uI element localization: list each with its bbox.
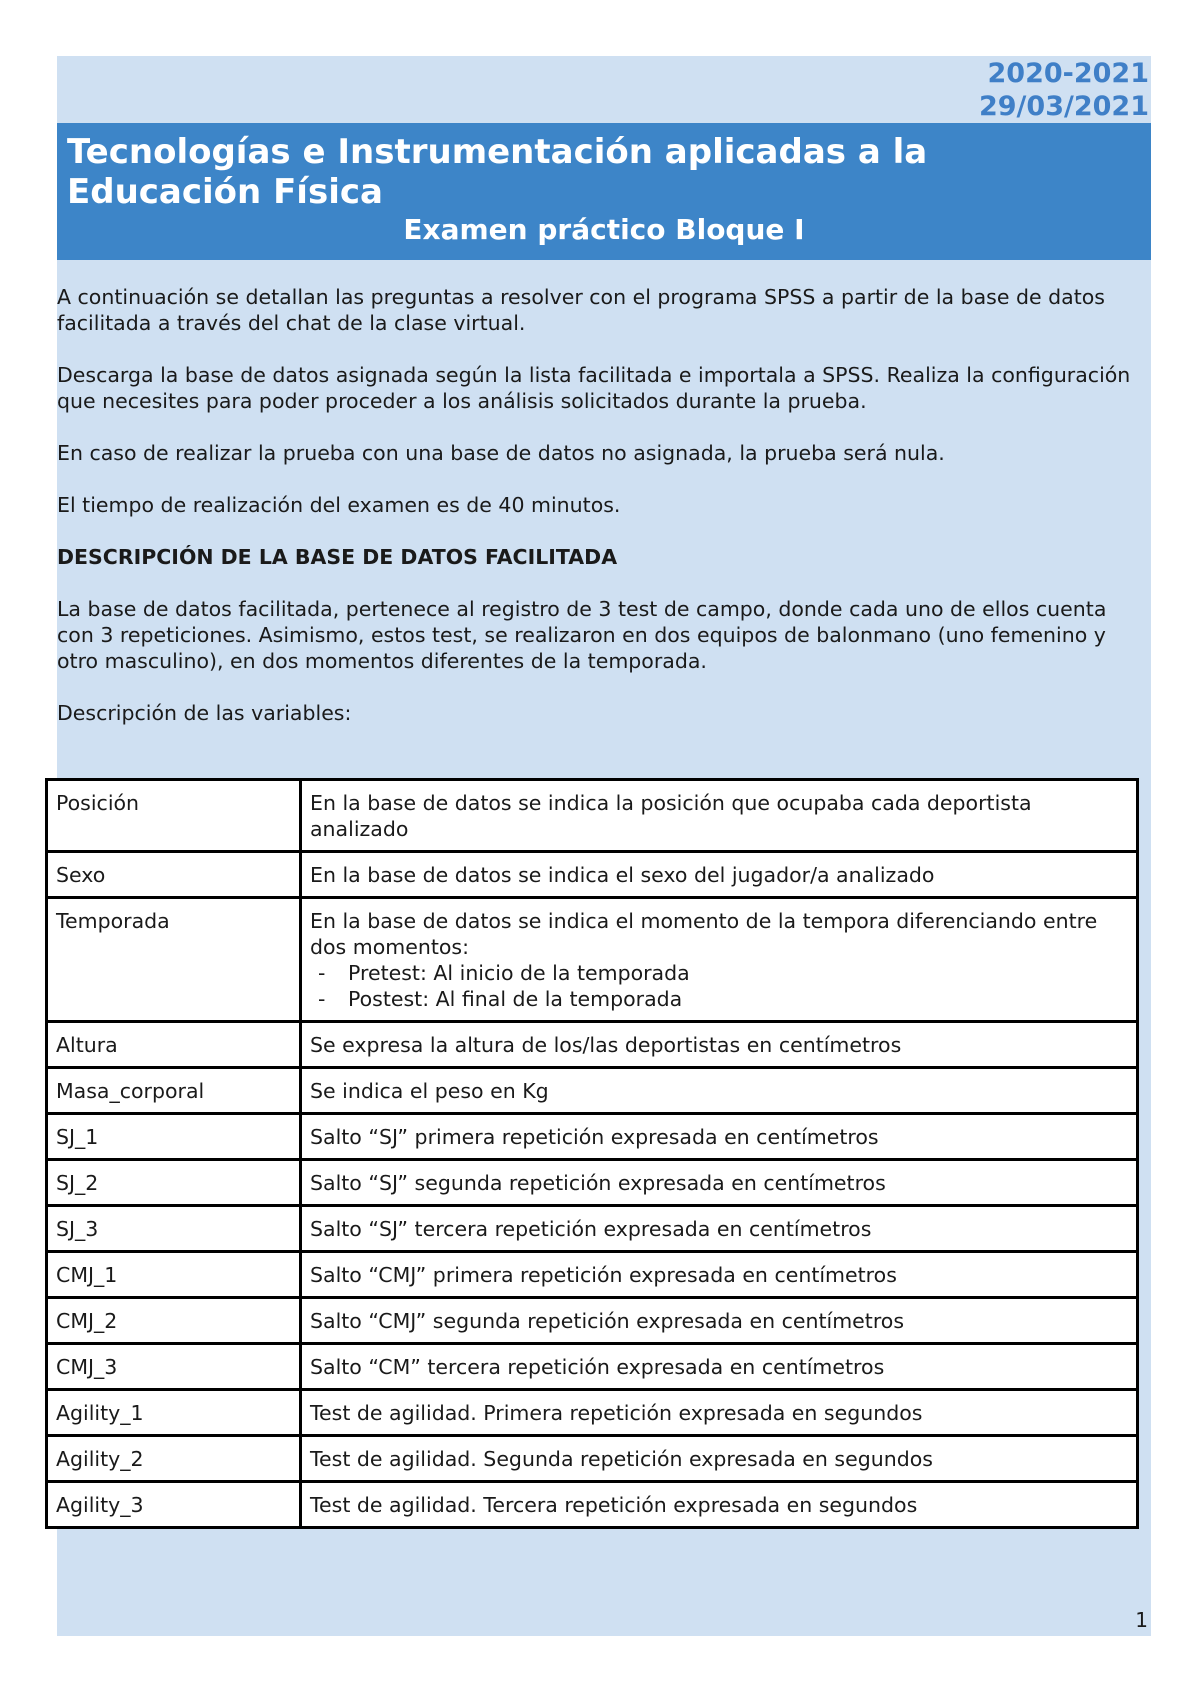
variable-description: Salto “SJ” primera repetición expresada en centímetros	[301, 1114, 1138, 1160]
variables-intro: Descripción de las variables:	[57, 701, 352, 725]
course-title: Tecnologías e Instrumentación aplicadas a la Educación Física	[67, 132, 928, 212]
variable-description: Salto “CMJ” primera repetición expresada en centímetros	[301, 1252, 1138, 1298]
academic-year: 2020-2021	[987, 58, 1149, 89]
table-row	[47, 1114, 1138, 1160]
table-row	[47, 1298, 1138, 1344]
table-row	[47, 1390, 1138, 1436]
exam-subtitle: Examen práctico Bloque I	[403, 213, 805, 246]
table-row	[47, 852, 1138, 898]
variable-description: Se expresa la altura de los/las deportistas en centímetros	[301, 1022, 1138, 1068]
table-row	[47, 1436, 1138, 1482]
variable-name: Sexo	[47, 852, 301, 898]
variable-name: SJ_1	[47, 1114, 301, 1160]
variable-name: CMJ_1	[47, 1252, 301, 1298]
variable-name: SJ_3	[47, 1206, 301, 1252]
table-row	[47, 898, 1138, 1022]
variable-name: Masa_corporal	[47, 1068, 301, 1114]
variable-description-cell	[301, 898, 1138, 1022]
variable-name: SJ_2	[47, 1160, 301, 1206]
variable-name: CMJ_3	[47, 1344, 301, 1390]
variable-description: Salto “SJ” tercera repetición expresada en centímetros	[301, 1206, 1138, 1252]
header-dates	[979, 57, 1149, 123]
moments-list	[310, 960, 1128, 1012]
variable-description: Salto “CM” tercera repetición expresada en centímetros	[301, 1344, 1138, 1390]
variable-description: En la base de datos se indica el momento de la tempora diferenciando entre dos momentos:	[310, 909, 1098, 959]
variable-description: Test de agilidad. Primera repetición expresada en segundos	[301, 1390, 1138, 1436]
table-row	[47, 1206, 1138, 1252]
list-item: - Postest: Al final de la temporada	[348, 986, 1128, 1012]
exam-date: 29/03/2021	[978, 91, 1149, 122]
variable-description: En la base de datos se indica el sexo del jugador/a analizado	[301, 852, 1138, 898]
variable-name: Agility_3	[47, 1482, 301, 1528]
section-heading: DESCRIPCIÓN DE LA BASE DE DATOS FACILITADA	[57, 545, 618, 569]
variable-name: Agility_1	[47, 1390, 301, 1436]
table-row	[47, 1022, 1138, 1068]
list-item: - Pretest: Al inicio de la temporada	[348, 960, 1128, 986]
title-banner	[57, 123, 1151, 260]
table-row	[47, 780, 1138, 852]
variable-description: Se indica el peso en Kg	[301, 1068, 1138, 1114]
table-row	[47, 1482, 1138, 1528]
variable-description: En la base de datos se indica la posición que ocupaba cada deportista analizado	[301, 780, 1138, 852]
table-row	[47, 1068, 1138, 1114]
variable-name: CMJ_2	[47, 1298, 301, 1344]
variable-description: Test de agilidad. Tercera repetición expresada en segundos	[301, 1482, 1138, 1528]
variable-name: Temporada	[47, 898, 301, 1022]
variables-table	[45, 778, 1139, 1529]
description-paragraph: La base de datos facilitada, pertenece al registro de 3 test de campo, donde cada uno de ellos cuenta con 3 repeticiones. Asimismo, estos test, se realizaron en dos equipos de balonmano (uno femenino y otro masculino), en dos momentos diferentes de la temporada.	[57, 597, 1107, 673]
instructions	[57, 284, 1137, 752]
instruction-paragraph: Descarga la base de datos asignada según la lista facilitada e importala a SPSS. Realiza la configuración que necesites para poder proceder a los análisis solicitados durante la prueba.	[57, 363, 1131, 413]
variable-name: Altura	[47, 1022, 301, 1068]
instruction-paragraph: En caso de realizar la prueba con una base de datos no asignada, la prueba será nula.	[57, 441, 945, 465]
variable-description: Salto “SJ” segunda repetición expresada en centímetros	[301, 1160, 1138, 1206]
variable-name: Posición	[47, 780, 301, 852]
instruction-paragraph: El tiempo de realización del examen es de 40 minutos.	[57, 493, 621, 517]
variable-description: Salto “CMJ” segunda repetición expresada en centímetros	[301, 1298, 1138, 1344]
table-row	[47, 1344, 1138, 1390]
variable-name: Agility_2	[47, 1436, 301, 1482]
instruction-paragraph: A continuación se detallan las preguntas a resolver con el programa SPSS a partir de la base de datos facilitada a través del chat de la clase virtual.	[57, 285, 1105, 335]
page-number: 1	[1135, 1608, 1148, 1632]
variable-description: Test de agilidad. Segunda repetición expresada en segundos	[301, 1436, 1138, 1482]
table-row	[47, 1160, 1138, 1206]
table-row	[47, 1252, 1138, 1298]
